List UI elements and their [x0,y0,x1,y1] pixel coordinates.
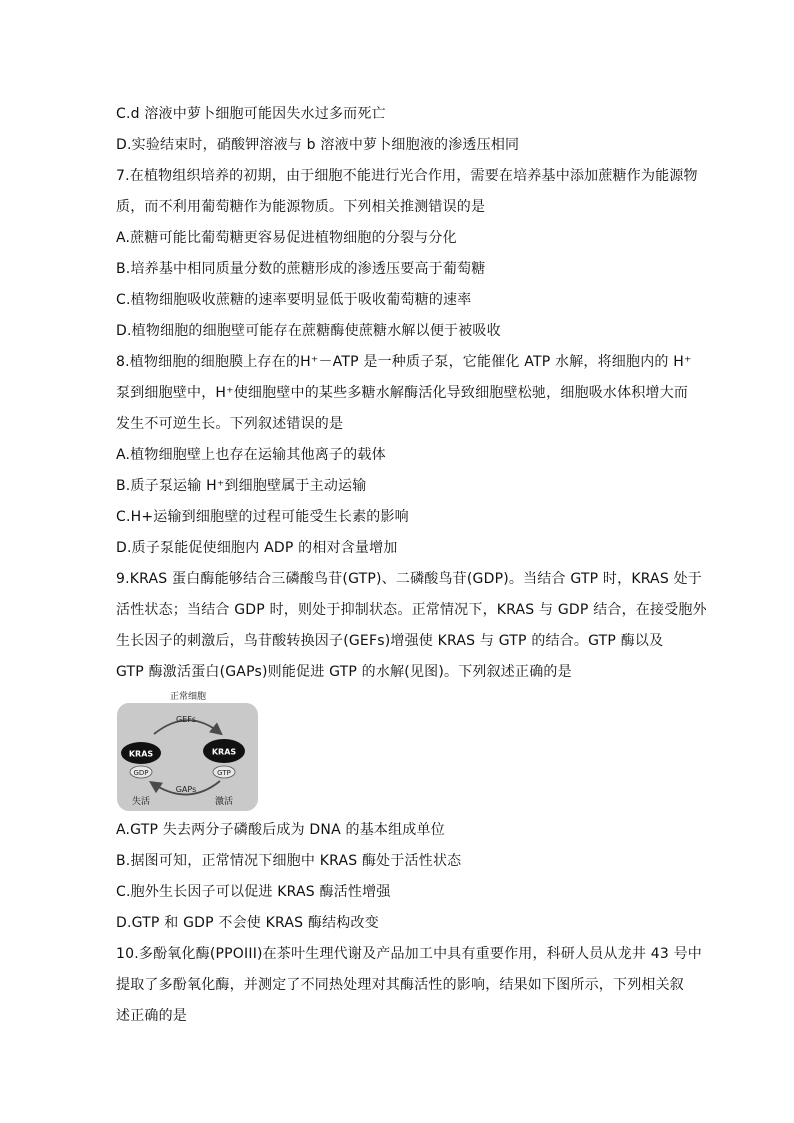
option-8c: C.H+运输到细胞壁的过程可能受生长素的影响 [116,509,409,525]
kras-inactive-label: KRAS [128,749,154,759]
option-9a: A.GTP 失去两分子磷酸后成为 DNA 的基本组成单位 [116,822,445,838]
active-state-label: 激活 [214,797,234,807]
option-6d: D.实验结束时，硝酸钾溶液与 b 溶液中萝卜细胞液的渗透压相同 [116,137,520,153]
option-7a: A.蔗糖可能比葡萄糖更容易促进植物细胞的分裂与分化 [116,230,457,246]
question-8-line-1: 8.植物细胞的细胞膜上存在的H⁺－ATP 是一种质子泵，它能催化 ATP 水解，将细胞内的 H⁺ [116,354,692,370]
option-7c: C.植物细胞吸收蔗糖的速率要明显低于吸收葡萄糖的速率 [116,292,472,308]
gtp-label: GTP [217,769,231,777]
option-7b: B.培养基中相同质量分数的蔗糖形成的渗透压要高于葡萄糖 [116,261,486,277]
question-7-line-2: 质，而不利用葡萄糖作为能源物质。下列相关推测错误的是 [116,199,486,215]
question-9-line-4: GTP 酶激活蛋白(GAPs)则能促进 GTP 的水解(见图)。下列叙述正确的是 [116,664,572,680]
option-8a: A.植物细胞壁上也存在运输其他离子的载体 [116,447,386,463]
option-9d: D.GTP 和 GDP 不会使 KRAS 酶结构改变 [116,915,379,931]
option-8d: D.质子泵能促使细胞内 ADP 的相对含量增加 [116,540,398,556]
option-7d: D.植物细胞的细胞壁可能存在蔗糖酶使蔗糖水解以便于被吸收 [116,323,501,339]
kras-cycle-figure [116,689,259,813]
question-10-line-1: 10.多酚氧化酶(PPOIII)在茶叶生理代谢及产品加工中具有重要作用，科研人员从龙井 43 号中 [116,946,702,962]
gefs-label: GEFs [175,715,197,724]
gdp-label: GDP [133,769,149,777]
inactive-state-label: 失活 [131,797,151,807]
option-8b: B.质子泵运输 H⁺到细胞壁属于主动运输 [116,478,367,494]
option-9c: C.胞外生长因子可以促进 KRAS 酶活性增强 [116,884,391,900]
question-8-line-3: 发生不可逆生长。下列叙述错误的是 [116,416,344,432]
question-9-line-3: 生长因子的刺激后，鸟苷酸转换因子(GEFs)增强使 KRAS 与 GTP 的结合。GTP 酶以及 [116,633,664,649]
question-10-line-3: 述正确的是 [116,1008,187,1024]
figure-title: 正常细胞 [169,692,207,702]
question-9-line-2: 活性状态；当结合 GDP 时，则处于抑制状态。正常情况下，KRAS 与 GDP 结合，在接受胞外 [116,602,707,618]
question-9-line-1: 9.KRAS 蛋白酶能够结合三磷酸鸟苷(GTP)、二磷酸鸟苷(GDP)。当结合 GTP 时，KRAS 处于 [116,571,702,587]
gaps-label: GAPs [175,785,197,794]
option-6c: C.d 溶液中萝卜细胞可能因失水过多而死亡 [116,106,386,122]
option-9b: B.据图可知，正常情况下细胞中 KRAS 酶处于活性状态 [116,853,462,869]
question-8-line-2: 泵到细胞壁中，H⁺使细胞壁中的某些多糖水解酶活化导致细胞壁松驰，细胞吸水体积增大而 [116,385,689,401]
question-10-line-2: 提取了多酚氧化酶，并测定了不同热处理对其酶活性的影响，结果如下图所示，下列相关叙 [116,977,684,993]
kras-active-label: KRAS [211,747,237,757]
question-7-line-1: 7.在植物组织培养的初期，由于细胞不能进行光合作用，需要在培养基中添加蔗糖作为能源物 [116,168,698,184]
